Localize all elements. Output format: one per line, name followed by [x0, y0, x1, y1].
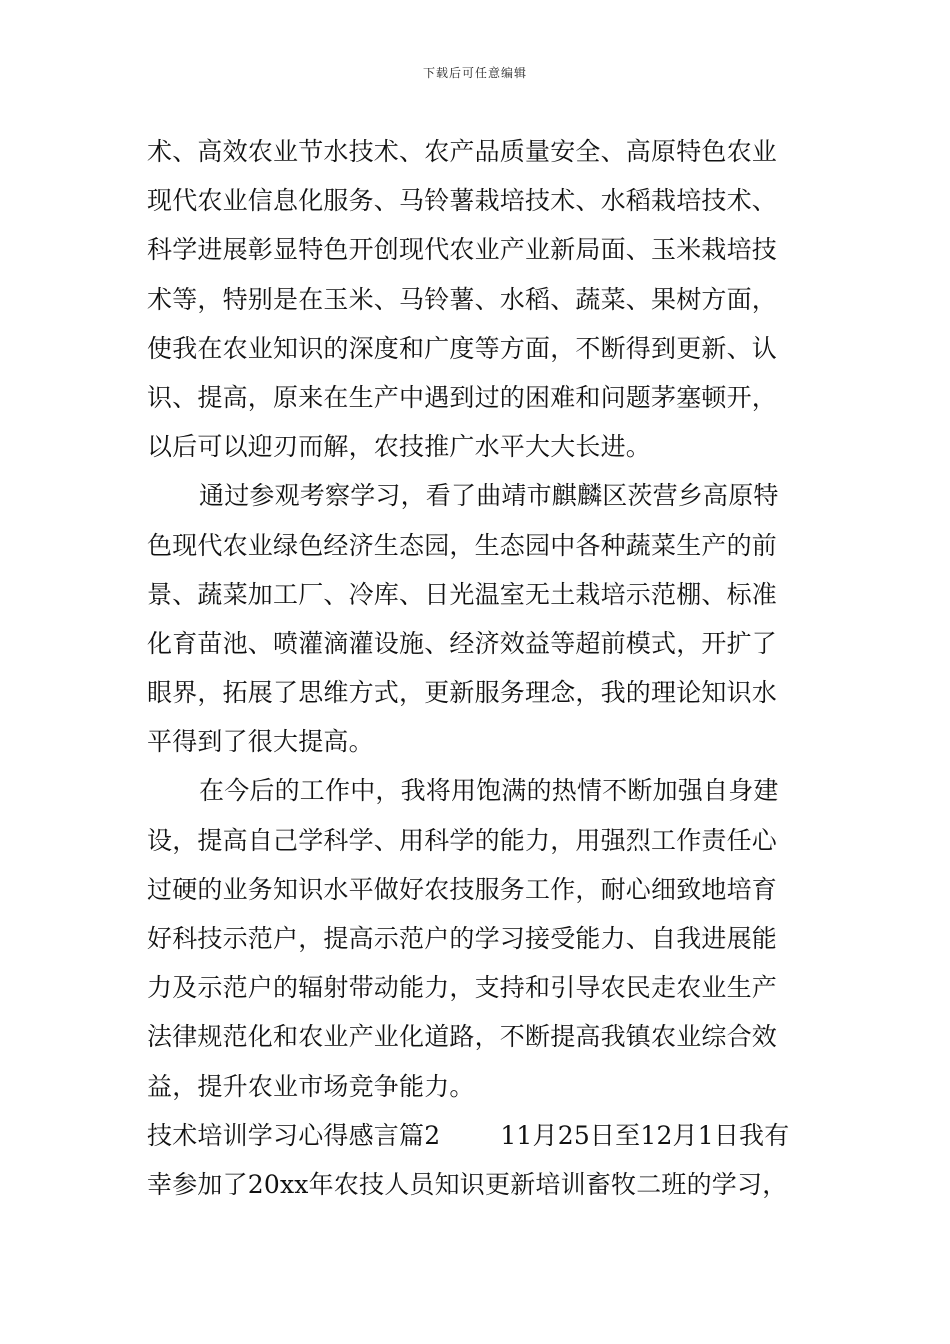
text-line: 现代农业信息化服务、马铃薯栽培技术、水稻栽培技术、 [147, 186, 778, 216]
section-heading-line [147, 1111, 807, 1160]
paragraph-start-line: 在今后的工作中，我将用饱满的热情不断加强自身建 [199, 776, 779, 806]
paragraph-start-line: 通过参观考察学习，看了曲靖市麒麟区茨营乡高原特 [199, 481, 779, 511]
text-line: 幸参加了20xx年农技人员知识更新培训畜牧二班的学习， [147, 1169, 788, 1199]
section-title: 技术培训学习心得感言篇2 [147, 1120, 441, 1150]
text-line: 过硬的业务知识水平做好农技服务工作，耐心细致地培育 [147, 874, 778, 904]
text-line: 术等，特别是在玉米、马铃薯、水稻、蔬菜、果树方面， [147, 284, 778, 314]
text-line: 设，提高自己学科学、用科学的能力，用强烈工作责任心 [147, 825, 778, 855]
document-body [147, 127, 807, 1209]
text-line: 化育苗池、喷灌滴灌设施、经济效益等超前模式，开扩了 [147, 628, 778, 658]
text-line: 科学进展彰显特色开创现代农业产业新局面、玉米栽培技 [147, 235, 778, 265]
text-line: 景、蔬菜加工厂、冷库、日光温室无土栽培示范棚、标准 [147, 579, 778, 609]
text-line: 以后可以迎刃而解，农技推广水平大大长进。 [147, 432, 652, 462]
text-line: 色现代农业绿色经济生态园，生态园中各种蔬菜生产的前 [147, 530, 778, 560]
text-line: 益，提升农业市场竞争能力。 [147, 1071, 475, 1101]
text-line: 好科技示范户，提高示范户的学习接受能力、自我进展能 [147, 924, 778, 953]
text-line: 眼界，拓展了思维方式，更新服务理念，我的理论知识水 [147, 678, 778, 708]
section-first-line: 11月25日至12月1日我有 [500, 1120, 790, 1150]
text-line: 平得到了很大提高。 [147, 727, 374, 757]
text-line: 力及示范户的辐射带动能力，支持和引导农民走农业生产 [147, 973, 778, 1003]
text-line: 识、提高，原来在生产中遇到过的困难和问题茅塞顿开， [147, 382, 778, 412]
text-line: 术、高效农业节水技术、农产品质量安全、高原特色农业 [147, 137, 778, 166]
text-line: 法律规范化和农业产业化道路，不断提高我镇农业综合效 [147, 1022, 778, 1052]
text-line: 使我在农业知识的深度和广度等方面，不断得到更新、认 [147, 333, 778, 363]
page-header-note: 下载后可任意编辑 [422, 66, 527, 80]
